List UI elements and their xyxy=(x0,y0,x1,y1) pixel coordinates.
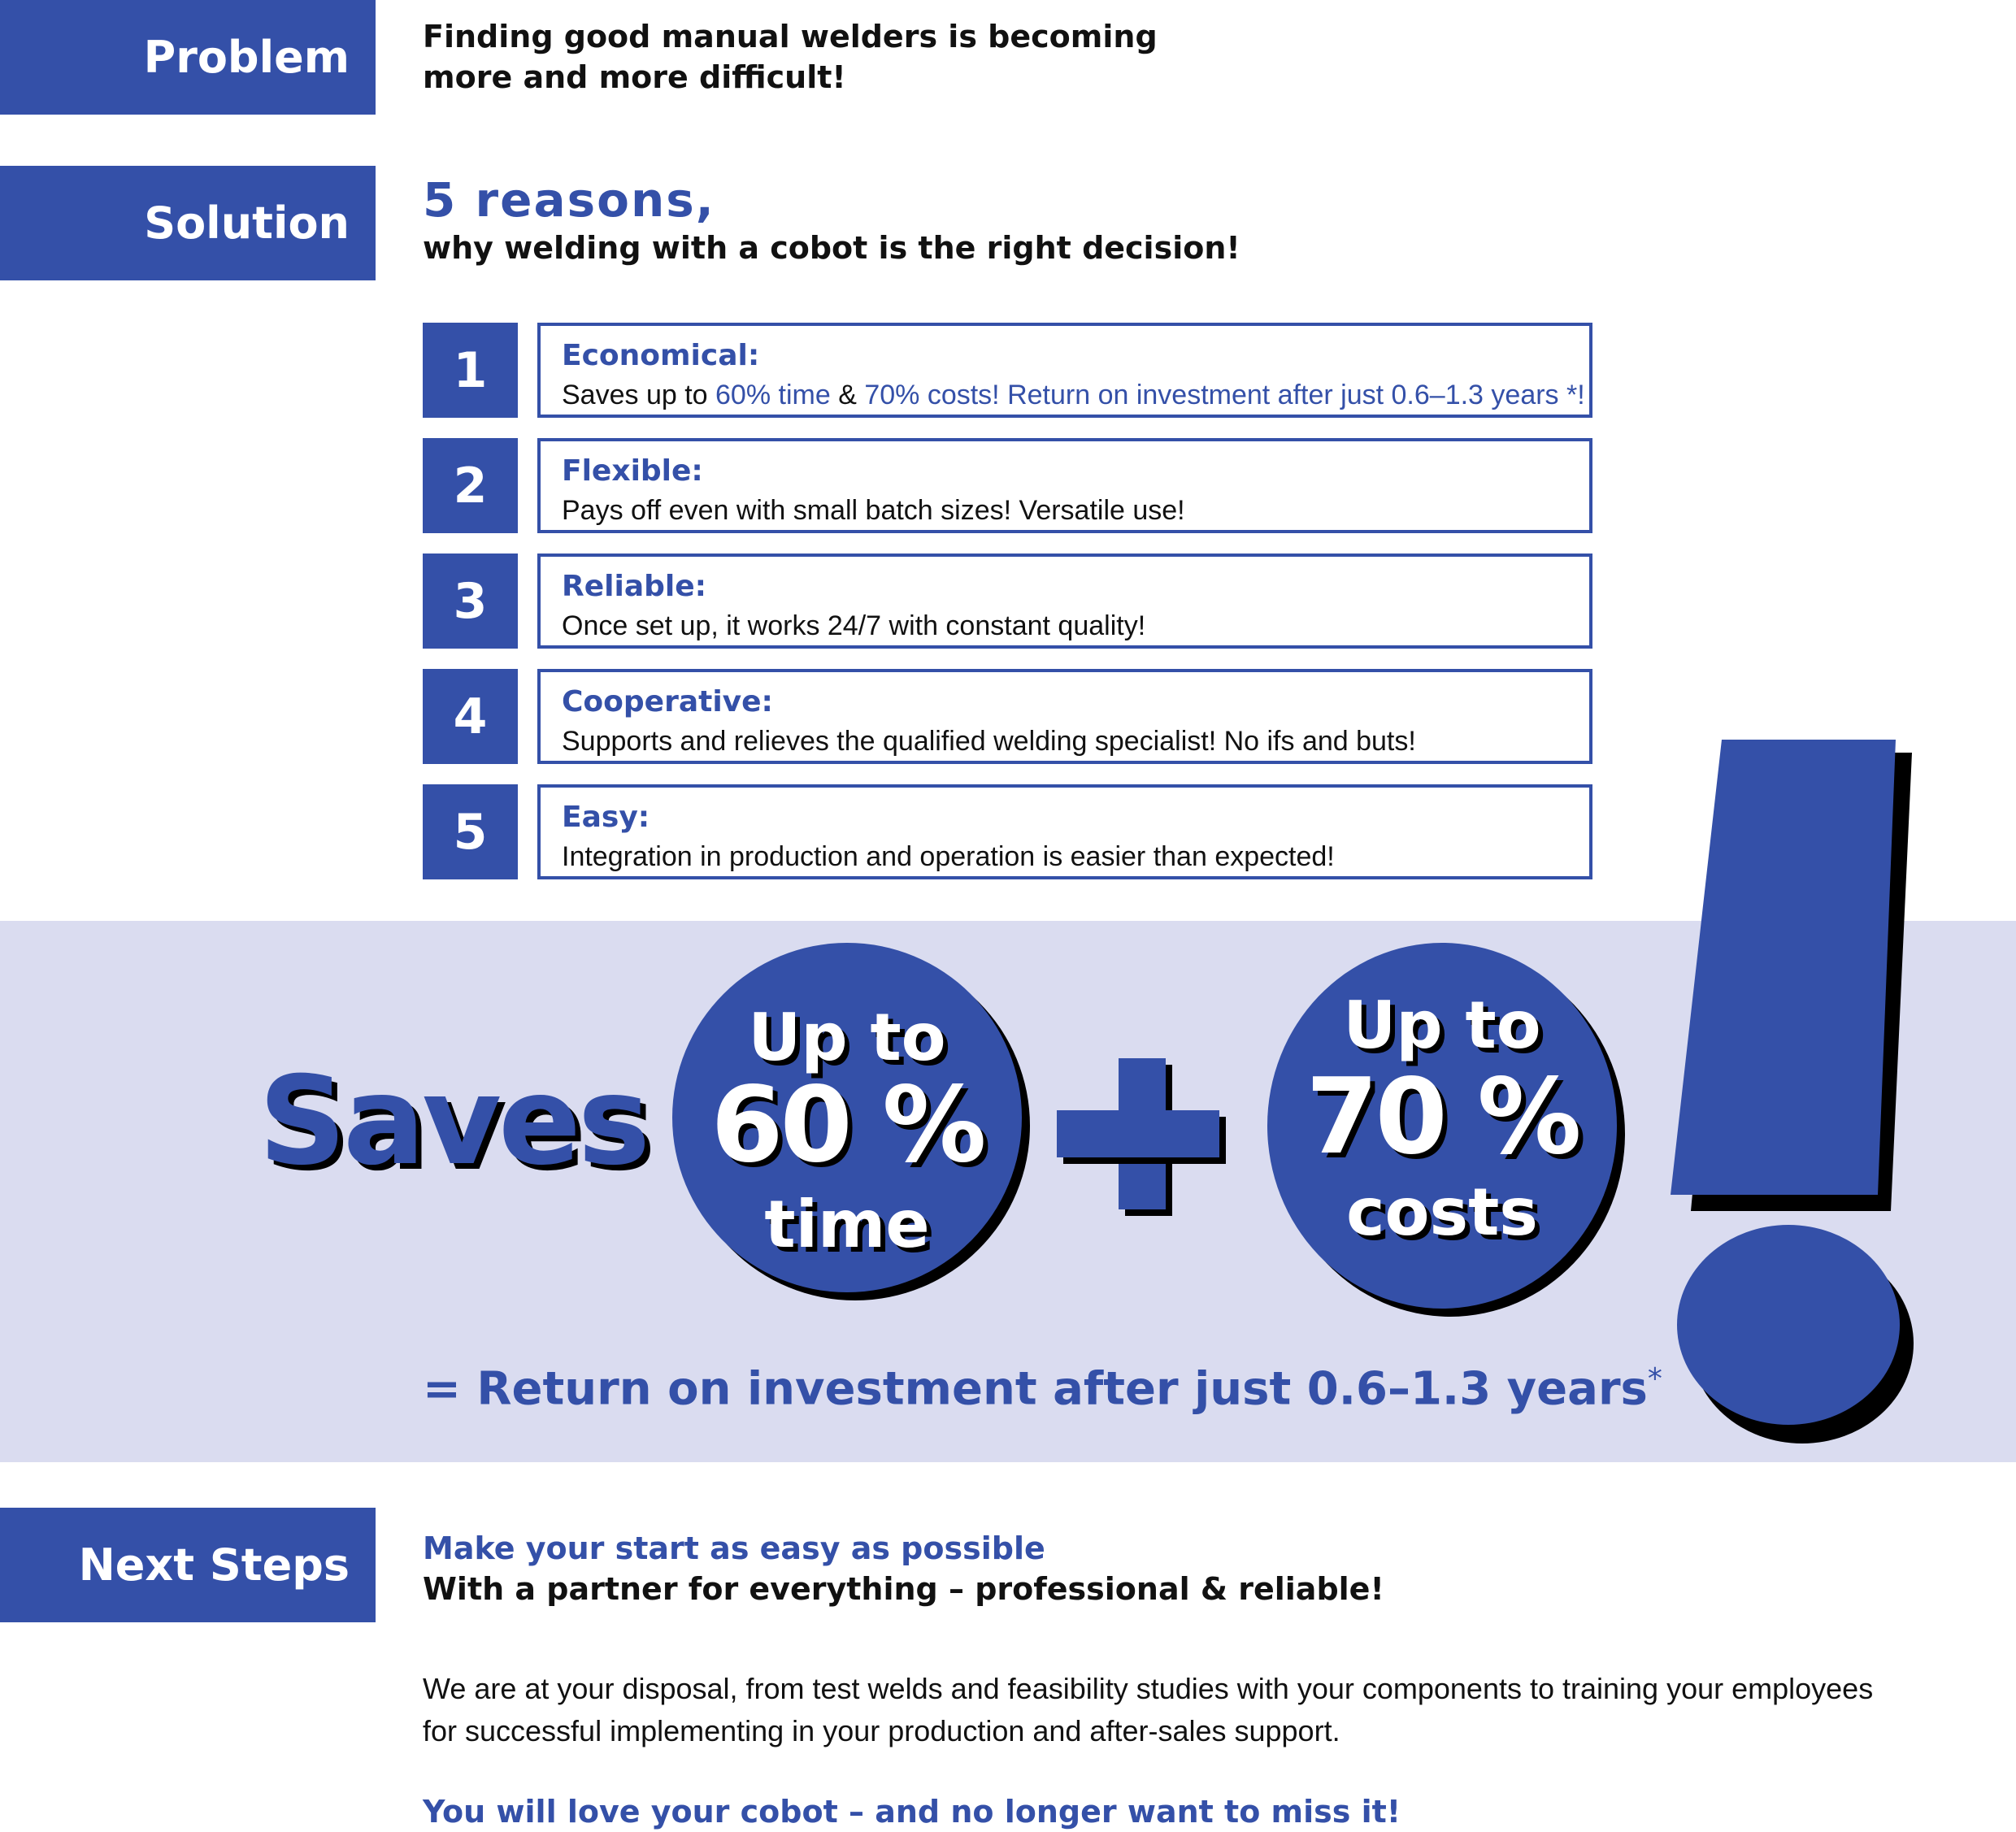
circle-value: 70 % xyxy=(1306,1057,1579,1178)
savings-circle-costs xyxy=(1267,943,1617,1309)
next-steps-body xyxy=(423,1668,1873,1752)
problem-line-2: more and more difficult! xyxy=(423,59,846,95)
circle-top-text: Up to xyxy=(1343,988,1541,1063)
problem-label xyxy=(0,0,376,115)
circle-top-text: Up to xyxy=(748,1000,946,1075)
reason-title: Flexible: xyxy=(562,454,703,488)
closing-statement: You will love your cobot – and no longer want to miss it! xyxy=(423,1794,1401,1830)
problem-line-1: Finding good manual welders is becoming xyxy=(423,19,1158,54)
solution-subline: why welding with a cobot is the right decision! xyxy=(423,230,1240,266)
savings-circle-time xyxy=(672,943,1022,1292)
solution-headline: 5 reasons, xyxy=(423,172,715,228)
reason-item-5 xyxy=(537,784,1592,879)
reason-title: Reliable: xyxy=(562,570,707,603)
solution-label-text: Solution xyxy=(144,198,350,249)
problem-statement xyxy=(423,16,1158,98)
reason-text: Pays off even with small batch sizes! Versatile use! xyxy=(562,495,1185,526)
reason-title: Easy: xyxy=(562,801,650,834)
reason-text: Integration in production and operation is easier than expected! xyxy=(562,841,1335,872)
reason-item-1 xyxy=(537,323,1592,418)
reason-item-4 xyxy=(537,669,1592,764)
reason-number-4: 4 xyxy=(423,669,518,764)
body-line-1: We are at your disposal, from test welds and feasibility studies with your components to training your employees xyxy=(423,1672,1874,1705)
roi-statement xyxy=(423,1362,1662,1416)
next-steps-label xyxy=(0,1508,376,1622)
next-steps-subline: With a partner for everything – professional & reliable! xyxy=(423,1571,1384,1607)
circle-bottom-text: costs xyxy=(1346,1174,1538,1250)
roi-text: = Return on investment after just 0.6–1.3 years xyxy=(423,1362,1648,1416)
plus-sign xyxy=(1057,1058,1227,1218)
next-steps-headline: Make your start as easy as possible xyxy=(423,1530,1045,1566)
reason-number-1: 1 xyxy=(423,323,518,418)
reason-title: Economical: xyxy=(562,339,760,372)
body-line-2: for successful implementing in your production and after-sales support. xyxy=(423,1714,1340,1747)
reason-text: Once set up, it works 24/7 with constant quality! xyxy=(562,610,1146,641)
reason-title: Cooperative: xyxy=(562,685,773,718)
solution-label xyxy=(0,166,376,280)
exclamation-icon xyxy=(1626,731,1951,1455)
reason-text: Supports and relieves the qualified welding specialist! No ifs and buts! xyxy=(562,726,1416,757)
circle-value: 60 % xyxy=(710,1065,984,1186)
roi-asterisk: * xyxy=(1647,1362,1662,1396)
reason-number-2: 2 xyxy=(423,438,518,533)
plus-horizontal-bar xyxy=(1057,1110,1219,1157)
reason-text: Saves up to 60% time & 70% costs! Return on investment after just 0.6–1.3 years *! xyxy=(562,380,1585,410)
next-steps-label-text: Next Steps xyxy=(78,1539,350,1591)
circle-bottom-text: time xyxy=(764,1187,930,1262)
reason-item-3 xyxy=(537,554,1592,649)
problem-label-text: Problem xyxy=(143,32,350,83)
reason-number-3: 3 xyxy=(423,554,518,649)
reason-number-5: 5 xyxy=(423,784,518,879)
saves-headline: Saves xyxy=(259,1051,648,1192)
reason-item-2 xyxy=(537,438,1592,533)
